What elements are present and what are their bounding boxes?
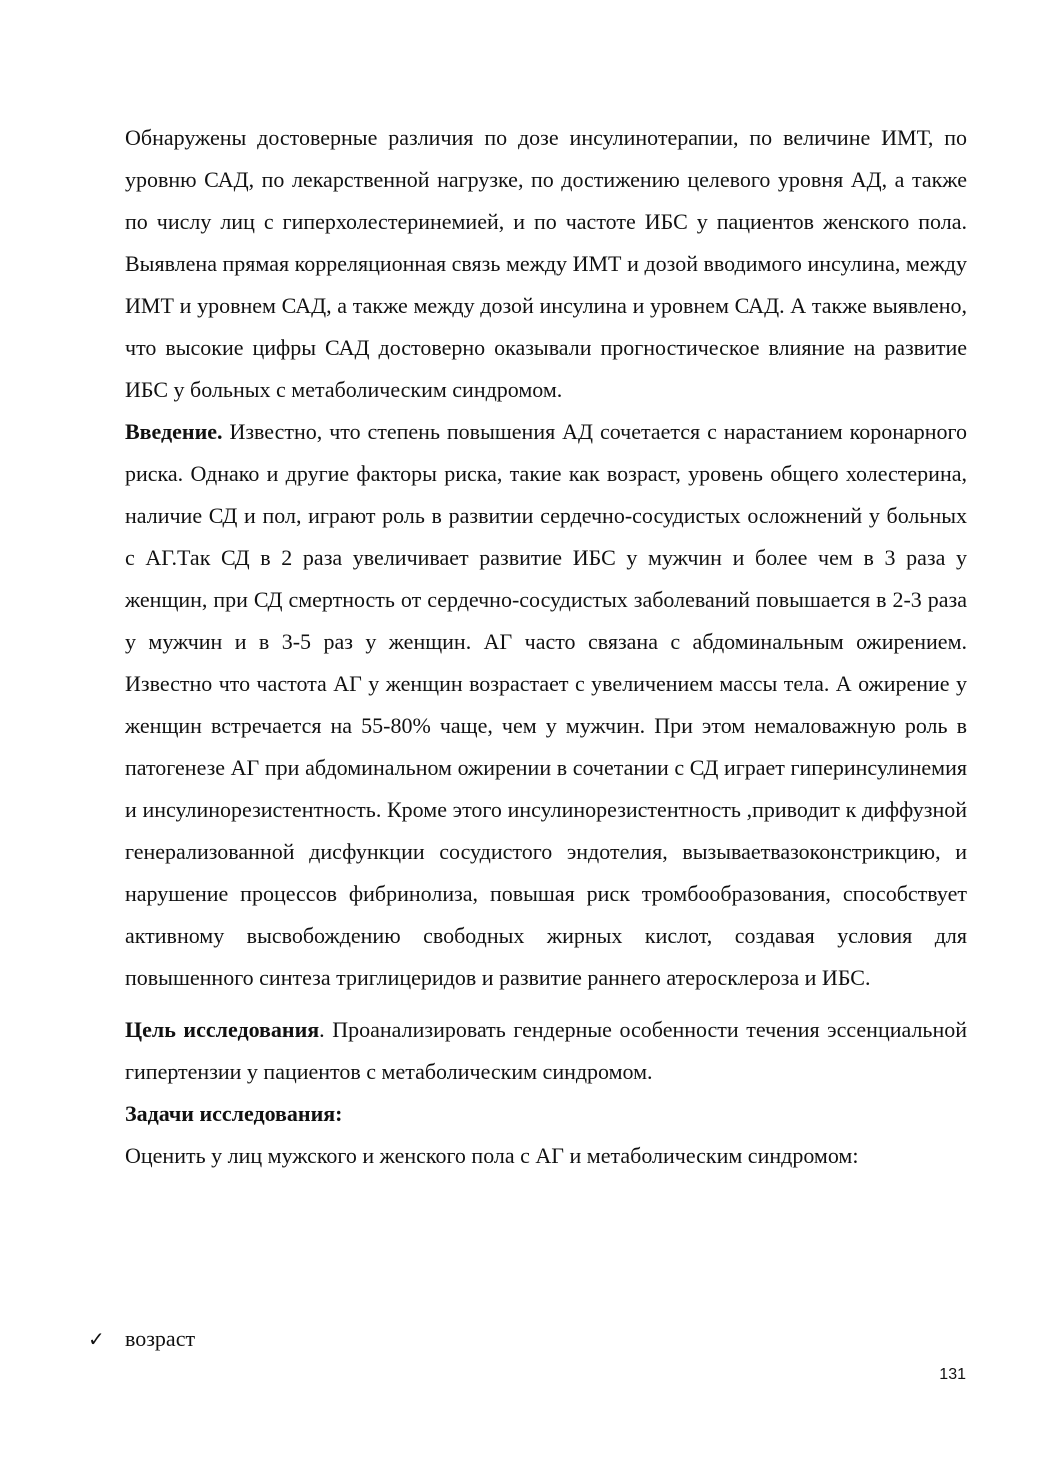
paragraph-introduction xyxy=(125,411,967,999)
page-number: 131 xyxy=(939,1366,966,1383)
introduction-heading: Введение. xyxy=(125,419,223,444)
paragraph-goal xyxy=(125,1009,967,1093)
introduction-text: Известно, что степень повышения АД сочетается с нарастанием коронарного риска. Однако и другие факторы риска, такие как возраст, уровень общего холестерина, наличие СД и пол, играют роль в развитии сердечно-сосудистых осложнений у больных с АГ.Так СД в 2 раза увеличивает развитие ИБС у мужчин и более чем в 3 раза у женщин, при СД смертность от сердечно-сосудистых заболеваний повышается в 2-3 раза у мужчин и в 3-5 раз у женщин. АГ часто связана с абдоминальным ожирением. Известно что частота АГ у женщин возрастает с увеличением массы тела. А ожирение у женщин встречается на 55-80% чаще, чем у мужчин. При этом немаловажную роль в патогенезе АГ при абдоминальном ожирении в сочетании с СД играет гиперинсулинемия и инсулинорезистентность. Кроме этого инсулинорезистентность ,приводит к диффузной генерализованной дисфункции сосудистого эндотелия, вызываетвазоконстрикцию, и нарушение процессов фибринолиза, повышая риск тромбообразования, способствует активному высвобождению свободных жирных кислот, создавая условия для повышенного синтеза триглицеридов и развитие раннего атеросклероза и ИБС. xyxy=(125,419,967,990)
tasks-intro: Оценить у лиц мужского и женского пола с АГ и метаболическим синдромом: xyxy=(125,1143,859,1168)
body-text xyxy=(125,117,967,1177)
paragraph-results: Обнаружены достоверные различия по дозе инсулинотерапии, по величине ИМТ, по уровню САД, по лекарственной нагрузке, по достижению целевого уровня АД, а также по числу лиц с гиперхолестеринемией, и по частоте ИБС у пациентов женского пола. Выявлена прямая корреляционная связь между ИМТ и дозой вводимого инсулина, между ИМТ и уровнем САД, а также между дозой инсулина и уровнем САД. А также выявлено, что высокие цифры САД достоверно оказывали прогностическое влияние на развитие ИБС у больных с метаболическим синдромом. xyxy=(125,125,967,402)
goal-heading: Цель исследования xyxy=(125,1017,320,1042)
tasks-heading: Задачи исследования: xyxy=(125,1101,343,1126)
list-item-text: возраст xyxy=(125,1326,196,1351)
goal-text: . Проанализировать гендерные особенности течения эссенциальной гипертензии у пациентов с метаболическим синдромом. xyxy=(125,1017,968,1084)
list-item xyxy=(88,1318,195,1360)
checkmark-icon: ✓ xyxy=(88,1327,105,1351)
